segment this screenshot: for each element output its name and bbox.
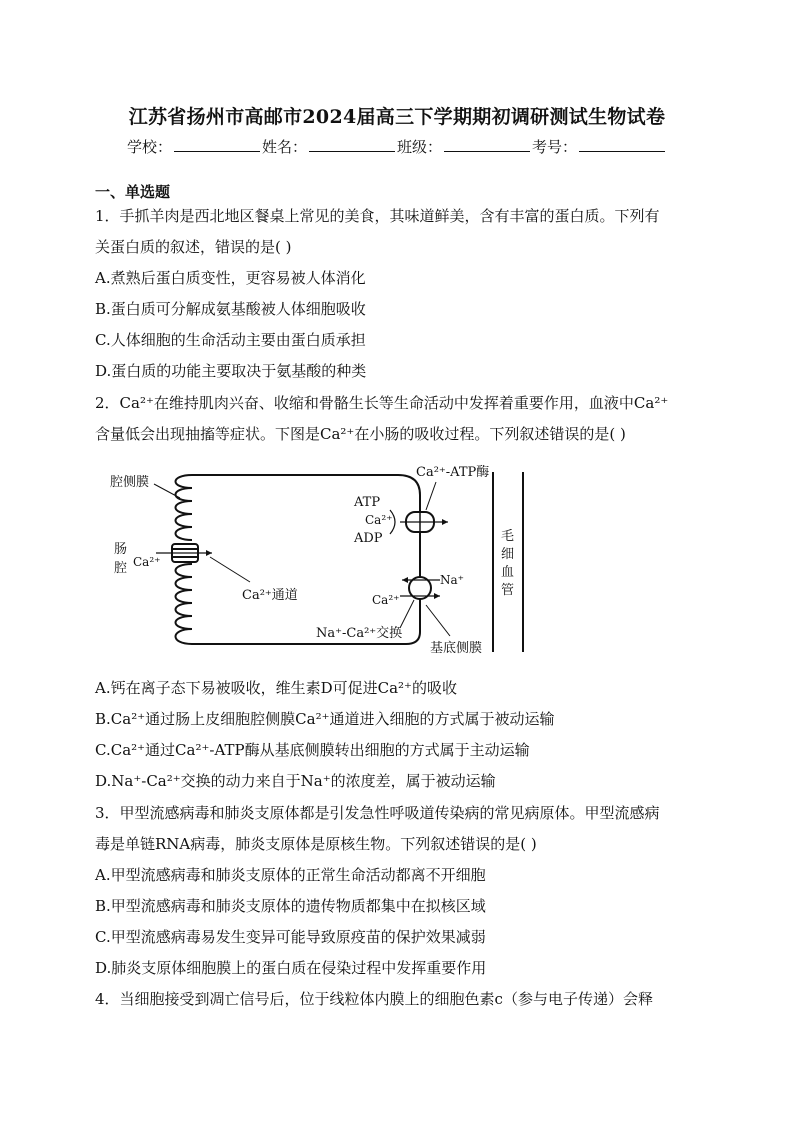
q1-option-a[interactable]: A.煮熟后蛋白质变性，更容易被人体消化 [95,269,366,287]
q1-option-c[interactable]: C.人体细胞的生命活动主要由蛋白质承担 [95,331,366,349]
label-na: Na⁺ [440,573,464,587]
q3-option-b[interactable]: B.甲型流感病毒和肺炎支原体的遗传物质都集中在拟核区域 [95,897,486,915]
section-heading: 一、单选题 [95,183,171,201]
calcium-absorption-diagram [100,460,540,660]
label-ca-channel: Ca²⁺通道 [242,588,298,603]
label-capillary-1: 毛 [501,529,515,544]
label-basal-membrane: 基底侧膜 [430,641,483,656]
number-label: 考号： [532,138,578,156]
label-atp: ATP [354,495,381,510]
q2-stem-line1: 2．Ca²⁺在维持肌肉兴奋、收缩和骨骼生长等生命活动中发挥着重要作用，血液中Ca²⁺ [95,394,669,412]
label-ca-pump: Ca²⁺ [365,513,393,527]
q1-stem-line2: 关蛋白质的叙述，错误的是( ) [95,238,292,256]
q2-stem-line2: 含量低会出现抽搐等症状。下图是Ca²⁺在小肠的吸收过程。下列叙述错误的是( ) [95,425,626,443]
label-ca-exchange: Ca²⁺ [372,593,400,607]
label-lumen-2: 腔 [114,561,128,576]
name-field[interactable] [309,137,395,152]
q1-stem-line1: 1．手抓羊肉是西北地区餐桌上常见的美食，其味道鲜美，含有丰富的蛋白质。下列有 [95,207,660,225]
diagram-svg [100,460,540,660]
q1-option-d[interactable]: D.蛋白质的功能主要取决于氨基酸的种类 [95,362,367,380]
page-title: 江苏省扬州市高邮市2024届高三下学期期初调研测试生物试卷 [128,106,666,128]
name-label: 姓名： [261,138,307,156]
student-info-row [0,136,794,157]
q3-option-c[interactable]: C.甲型流感病毒易发生变异可能导致原疫苗的保护效果减弱 [95,928,486,946]
label-capillary-3: 血 [501,565,515,580]
q3-stem-line1: 3．甲型流感病毒和肺炎支原体都是引发急性呼吸道传染病的常见病原体。甲型流感病 [95,804,660,822]
q2-option-d[interactable]: D.Na⁺-Ca²⁺交换的动力来自于Na⁺的浓度差，属于被动运输 [95,772,496,790]
label-capillary-2: 细 [501,547,515,562]
q2-option-b[interactable]: B.Ca²⁺通过肠上皮细胞腔侧膜Ca²⁺通道进入细胞的方式属于被动运输 [95,710,555,728]
label-na-ca-exchange: Na⁺-Ca²⁺交换 [316,626,403,641]
cell-membrane [192,475,420,644]
label-ca-atpase: Ca²⁺-ATP酶 [416,465,490,480]
class-label: 班级： [397,138,443,156]
q3-option-d[interactable]: D.肺炎支原体细胞膜上的蛋白质在侵染过程中发挥重要作用 [95,959,487,977]
label-capillary-4: 管 [501,583,515,598]
label-lumen-1: 肠 [114,542,128,557]
label-luminal-membrane: 腔侧膜 [110,475,150,490]
class-field[interactable] [444,137,530,152]
q2-option-a[interactable]: A.钙在离子态下易被吸收，维生素D可促进Ca²⁺的吸收 [95,679,457,697]
school-label: 学校： [126,138,172,156]
school-field[interactable] [174,137,260,152]
number-field[interactable] [579,137,665,152]
q3-stem-line2: 毒是单链RNA病毒，肺炎支原体是原核生物。下列叙述错误的是( ) [95,835,537,853]
label-adp: ADP [354,531,383,546]
q4-stem-line1: 4．当细胞接受到凋亡信号后，位于线粒体内膜上的细胞色素c（参与电子传递）会释 [95,990,653,1008]
label-ca-left: Ca²⁺ [133,555,161,569]
q3-option-a[interactable]: A.甲型流感病毒和肺炎支原体的正常生命活动都离不开细胞 [95,866,486,884]
q2-option-c[interactable]: C.Ca²⁺通过Ca²⁺-ATP酶从基底侧膜转出细胞的方式属于主动运输 [95,741,530,759]
q1-option-b[interactable]: B.蛋白质可分解成氨基酸被人体细胞吸收 [95,300,366,318]
